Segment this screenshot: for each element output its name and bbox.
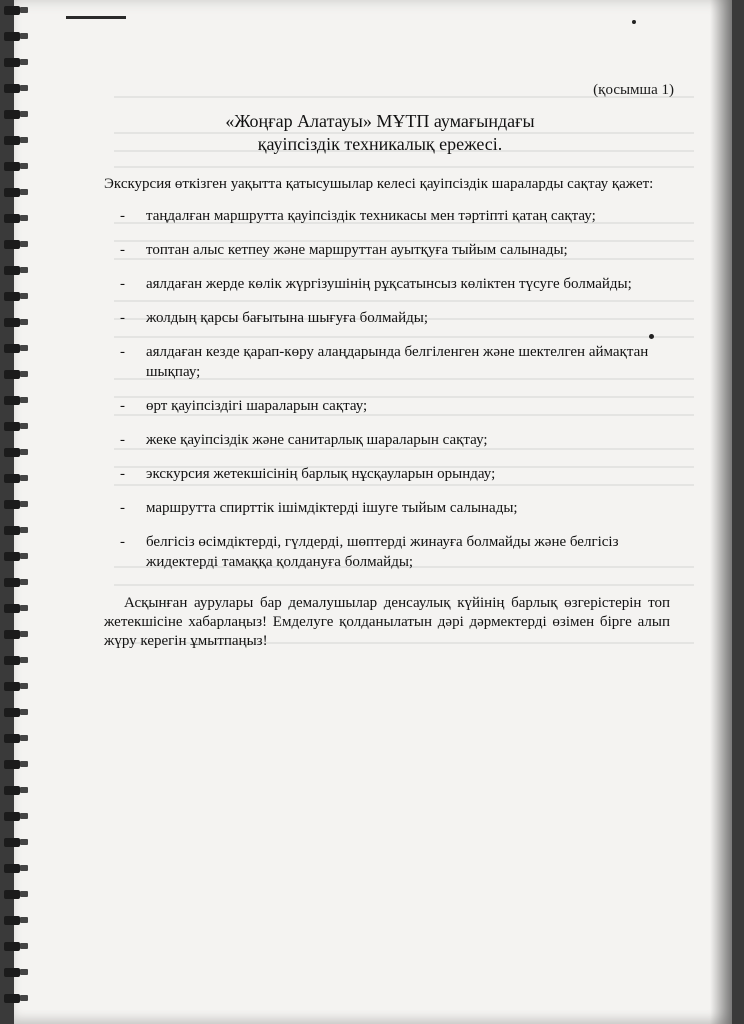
binding-hole (20, 189, 28, 195)
binding-hole (20, 735, 28, 741)
binding-ring (4, 630, 20, 639)
binding-ring (4, 968, 20, 977)
binding-hole (20, 397, 28, 403)
binding-ring (4, 162, 20, 171)
binding-ring (4, 578, 20, 587)
binding-hole (20, 111, 28, 117)
binding-ring (4, 942, 20, 951)
document-title (140, 110, 620, 156)
binding-ring (4, 656, 20, 665)
binding-hole (20, 7, 28, 13)
binding-hole (20, 527, 28, 533)
binding-ring (4, 188, 20, 197)
bleed-through-line (114, 166, 694, 168)
binding-ring (4, 58, 20, 67)
list-item (120, 498, 680, 518)
binding-hole (20, 475, 28, 481)
binding-ring (4, 266, 20, 275)
binding-ring (4, 994, 20, 1003)
rule-text: топтан алыс кетпеу және маршруттан ауытқуға тыйым салынады; (146, 242, 568, 258)
list-item (120, 396, 680, 416)
binding-hole (20, 579, 28, 585)
binding-ring (4, 526, 20, 535)
title-line-1: «Жоңғар Алатауы» МҰТП аумағындағы (225, 111, 535, 131)
binding-hole (20, 605, 28, 611)
bullet-dash: - (120, 534, 125, 550)
title-line-2: қауіпсіздік техникалық ережесі. (257, 134, 503, 154)
ink-speck (632, 20, 636, 24)
rule-text: белгісіз өсімдіктерді, гүлдерді, шөптерді жинауға болмайды және белгісіз жидектерді тамаққа қолдануға болмайды; (146, 534, 619, 570)
binding-ring (4, 292, 20, 301)
health-warning-paragraph: Асқынған аурулары бар демалушылар денсаулық күйінің барлық өзгерістерін топ жетекшісіне хабарлаңыз! Емделуге қолданылатын дәрі дәрмектерді өзімен бірге алып жүру керегін ұмытпаңыз! (104, 595, 670, 649)
binding-ring (4, 448, 20, 457)
binding-hole (20, 553, 28, 559)
binding-hole (20, 319, 28, 325)
binding-ring (4, 838, 20, 847)
rule-text: өрт қауіпсіздігі шараларын сақтау; (146, 398, 368, 414)
binding-ring (4, 786, 20, 795)
page-edge-shadow (710, 0, 732, 1024)
bullet-dash: - (120, 344, 125, 360)
binding-ring (4, 240, 20, 249)
list-item (120, 464, 680, 484)
binding-hole (20, 33, 28, 39)
binding-ring (4, 136, 20, 145)
binding-ring (4, 84, 20, 93)
binding-hole (20, 85, 28, 91)
binding-ring (4, 682, 20, 691)
binding-hole (20, 995, 28, 1001)
binding-hole (20, 657, 28, 663)
list-item (120, 274, 680, 294)
binding-hole (20, 891, 28, 897)
rule-text: таңдалған маршрутта қауіпсіздік техникасы мен тәртіпті қатаң сақтау; (146, 208, 596, 224)
bullet-dash: - (120, 466, 125, 482)
binding-ring (4, 422, 20, 431)
bullet-dash: - (120, 500, 125, 516)
binding-ring (4, 396, 20, 405)
binding-ring (4, 760, 20, 769)
binding-hole (20, 969, 28, 975)
binding-ring (4, 344, 20, 353)
binding-hole (20, 215, 28, 221)
bullet-dash: - (120, 432, 125, 448)
binding-hole (20, 683, 28, 689)
list-item (120, 308, 680, 328)
binding-hole (20, 813, 28, 819)
bullet-dash: - (120, 276, 125, 292)
binding-hole (20, 787, 28, 793)
binding-hole (20, 631, 28, 637)
binding-hole (20, 371, 28, 377)
binding-ring (4, 890, 20, 899)
rule-text: жолдың қарсы бағытына шығуға болмайды; (146, 310, 428, 326)
rule-text: маршрутта спирттік ішімдіктерді ішуге тыйым салынады; (146, 500, 518, 516)
bullet-dash: - (120, 242, 125, 258)
binding-hole (20, 839, 28, 845)
binding-hole (20, 267, 28, 273)
rule-text: жеке қауіпсіздік және санитарлық шараларын сақтау; (146, 432, 488, 448)
spiral-binding (0, 0, 24, 1024)
binding-ring (4, 552, 20, 561)
binding-hole (20, 761, 28, 767)
binding-hole (20, 293, 28, 299)
binding-ring (4, 916, 20, 925)
binding-hole (20, 241, 28, 247)
list-item (120, 342, 680, 382)
binding-hole (20, 501, 28, 507)
binding-ring (4, 32, 20, 41)
binding-ring (4, 604, 20, 613)
safety-rules-list (120, 206, 680, 586)
binding-ring (4, 734, 20, 743)
binding-ring (4, 110, 20, 119)
binding-ring (4, 708, 20, 717)
binding-hole (20, 423, 28, 429)
binding-hole (20, 917, 28, 923)
binding-ring (4, 864, 20, 873)
list-item (120, 240, 680, 260)
intro-text: Экскурсия өткізген уақытта қатысушылар келесі қауіпсіздік шараларды сақтау қажет: (104, 176, 654, 192)
binding-hole (20, 59, 28, 65)
list-item (120, 206, 680, 226)
binding-ring (4, 474, 20, 483)
rule-text: аялдаған кезде қарап-көру алаңдарында белгіленген және шектелген аймақтан шықпау; (146, 344, 649, 380)
binding-hole (20, 865, 28, 871)
bullet-dash: - (120, 398, 125, 414)
bullet-dash: - (120, 310, 125, 326)
binding-hole (20, 345, 28, 351)
binding-hole (20, 449, 28, 455)
rule-text: экскурсия жетекшісінің барлық нұсқауларын орындау; (146, 466, 496, 482)
binding-ring (4, 370, 20, 379)
binding-ring (4, 812, 20, 821)
pen-mark (66, 16, 126, 19)
binding-ring (4, 318, 20, 327)
rule-text: аялдаған жерде көлік жүргізушінің рұқсатынсыз көліктен түсуге болмайды; (146, 276, 632, 292)
binding-hole (20, 137, 28, 143)
binding-ring (4, 500, 20, 509)
binding-hole (20, 163, 28, 169)
list-item (120, 430, 680, 450)
appendix-label: (қосымша 1) (593, 82, 674, 98)
binding-hole (20, 709, 28, 715)
binding-ring (4, 6, 20, 15)
binding-hole (20, 943, 28, 949)
bullet-dash: - (120, 208, 125, 224)
list-item (120, 532, 680, 572)
binding-ring (4, 214, 20, 223)
